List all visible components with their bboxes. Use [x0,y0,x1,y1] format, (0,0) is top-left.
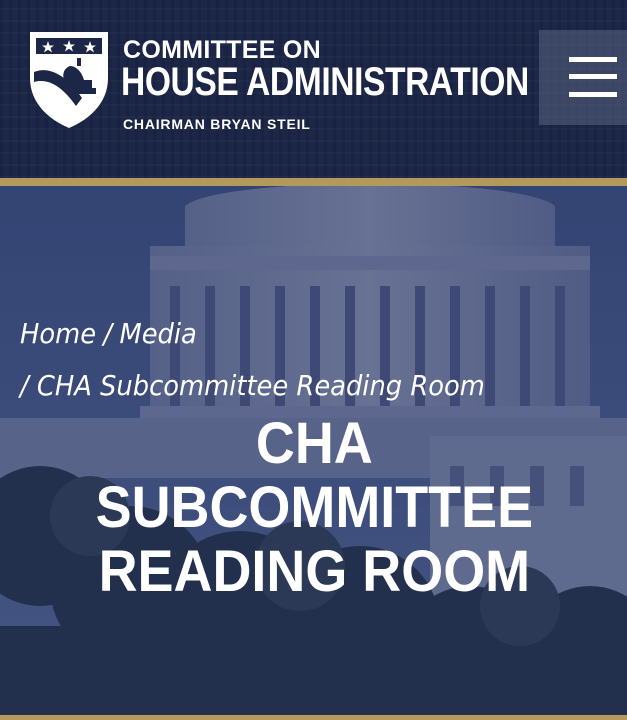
site-header [0,0,627,178]
breadcrumb [20,308,535,412]
hero-gold-divider [0,715,627,720]
page-title [0,412,627,604]
capitol-shield-logo-icon [26,26,112,130]
brand-line-chairman: CHAIRMAN BRYAN STEIL [123,116,311,132]
page-title-line: CHA [255,411,373,476]
hamburger-menu-button[interactable] [539,30,627,125]
brand-line-committee: COMMITTEE ON [123,36,322,64]
breadcrumb-home-link[interactable]: Home [20,317,97,350]
page-title-line: READING ROOM [98,539,531,604]
header-gold-divider [0,178,627,186]
breadcrumb-separator: / [103,317,113,350]
breadcrumb-current-page: CHA Subcommittee Reading Room [36,369,485,402]
brand-line-house-administration: HOUSE ADMINISTRATION [121,60,529,104]
page-title-line: SUBCOMMITTEE [95,475,534,540]
breadcrumb-media-link[interactable]: Media [119,317,197,350]
breadcrumb-separator: / [20,369,29,402]
